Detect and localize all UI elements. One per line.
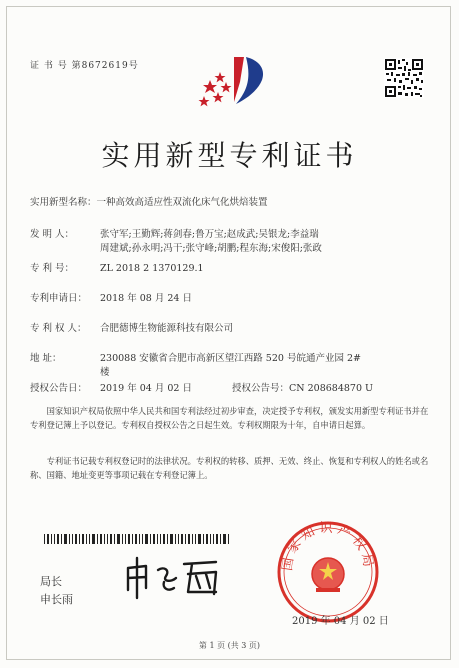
patent-office-emblem (196, 52, 276, 112)
utility-model-name-label: 实用新型名称： (30, 197, 97, 208)
address-row (30, 350, 361, 364)
address-line-1: 230088 安徽省合肥市高新区望江西路 520 号皖通产业园 2# (100, 353, 361, 364)
filing-date-label: 专利申请日： (30, 293, 88, 304)
address-label: 地 址： (30, 353, 62, 364)
barcode (44, 534, 230, 544)
director-signature (120, 552, 230, 602)
patent-number-label: 专 利 号： (30, 263, 75, 274)
cert-number-value: 第8672619号 (71, 61, 139, 71)
utility-model-name-value: 一种高效高适应性双流化床气化烘焙装置 (96, 197, 268, 208)
inventor-row (30, 226, 319, 240)
grant-number-value: CN 208684870 U (289, 383, 374, 394)
director-title: 局长 (40, 575, 62, 588)
page-footer: 第 1 页 (共 3 页) (198, 641, 261, 650)
filing-date-value: 2018 年 08 月 24 日 (100, 293, 192, 304)
inventor-row-2 (100, 240, 322, 254)
patent-number-value: ZL 2018 2 1370129.1 (100, 263, 204, 274)
address-row-2 (100, 364, 110, 378)
address-line-2: 楼 (100, 367, 110, 378)
grant-date-label: 授权公告日： (30, 383, 88, 394)
statement-paragraph-2: 专利证书记载专利权登记时的法律状况。专利权的转移、质押、无效、终止、恢复和专利权人的姓名或名称、国籍、地址变更等事项记载在专利登记簿上。 (30, 456, 429, 480)
inventor-line-1: 张守军;王勤辉;蒋剑春;鲁万宝;赵成武;吴银龙;李益瑞 (100, 229, 319, 240)
filing-date-row (30, 290, 192, 304)
cert-number-label: 证 书 号 (30, 61, 68, 71)
grant-number-row (232, 380, 373, 394)
certificate-number (30, 58, 139, 71)
certificate-title: 实用新型专利证书 (101, 139, 358, 172)
seal-text: 国家知识产权局 (280, 521, 376, 572)
official-seal (276, 520, 380, 624)
patentee-label: 专 利 权 人： (30, 323, 87, 334)
seal-date: 2019 年 04 月 02 日 (292, 616, 389, 627)
qr-code (384, 58, 424, 98)
director-name: 申长雨 (40, 593, 73, 606)
patentee-value: 合肥德博生物能源科技有限公司 (100, 323, 234, 334)
inventor-line-2: 周建斌;孙永明;冯干;张守峰;胡鹏;程东海;宋俊阳;张政 (100, 243, 322, 254)
patentee-row (30, 320, 233, 334)
grant-date-row (30, 380, 192, 394)
grant-date-value: 2019 年 04 月 02 日 (100, 383, 192, 394)
patent-number-row (30, 260, 204, 274)
utility-model-name-row (30, 194, 268, 208)
statement-paragraph-1: 国家知识产权局依照中华人民共和国专利法经过初步审查，决定授予专利权，颁发实用新型专利证书并在专利登记簿上予以登记。专利权自授权公告之日起生效。专利权期限为十年，自申请日起算。 (30, 406, 429, 430)
grant-number-label: 授权公告号： (232, 383, 290, 394)
inventor-label: 发 明 人： (30, 229, 75, 240)
